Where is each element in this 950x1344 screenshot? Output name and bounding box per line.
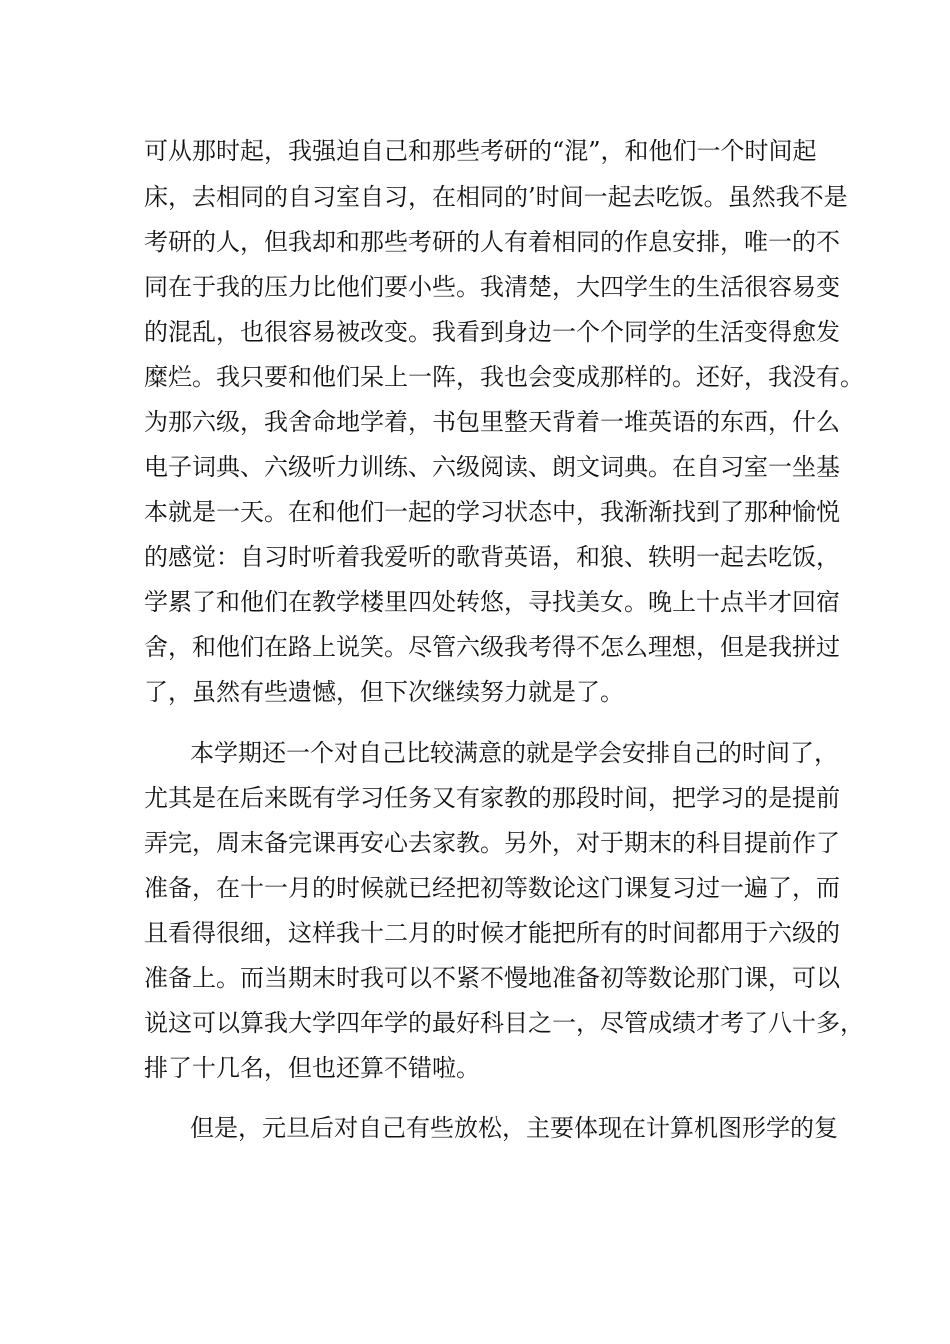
text-line: 糜烂。我只要和他们呆上一阵，我也会变成那样的。还好，我没有。 xyxy=(144,363,864,391)
text-line: 可从那时起，我强迫自己和那些考研的“混”，和他们一个时间起 xyxy=(144,137,817,165)
text-line: 学累了和他们在教学楼里四处转悠，寻找美女。晚上十点半才回宿 xyxy=(144,588,840,616)
text-line: 本就是一天。在和他们一起的学习状态中，我渐渐找到了那种愉悦 xyxy=(144,498,840,526)
text-line: 弄完，周末备完课再安心去家教。另外，对于期末的科目提前作了 xyxy=(144,829,840,857)
text-line: 床，去相同的自习室自习，在相同的’时间一起去吃饭。虽然我不是 xyxy=(144,183,848,211)
text-line: 为那六级，我舍命地学着，书包里整天背着一堆英语的东西，什么 xyxy=(144,408,840,436)
text-line: 准备，在十一月的时候就已经把初等数论这门课复习过一遍了，而 xyxy=(144,874,840,902)
text-line: 舍，和他们在路上说笑。尽管六级我考得不怎么理想，但是我拼过 xyxy=(144,633,840,661)
text-line: 了，虽然有些遗憾，但下次继续努力就是了。 xyxy=(144,678,624,706)
text-line: 的感觉：自习时听着我爱听的歌背英语，和狼、轶明一起去吃饭， xyxy=(144,543,840,571)
text-line: 且看得很细，这样我十二月的时候才能把所有的时间都用于六级的 xyxy=(144,919,840,947)
paragraph-first-line: 但是，元旦后对自己有些放松，主要体现在计算机图形学的复 xyxy=(190,1114,838,1142)
text-line: 准备上。而当期末时我可以不紧不慢地准备初等数论那门课，可以 xyxy=(144,964,840,992)
paragraph-first-line: 本学期还一个对自己比较满意的就是学会安排自己的时间了， xyxy=(190,739,838,767)
text-line: 的混乱，也很容易被改变。我看到身边一个个同学的生活变得愈发 xyxy=(144,318,840,346)
text-line: 同在于我的压力比他们要小些。我清楚，大四学生的生活很容易变 xyxy=(144,273,840,301)
text-line: 说这可以算我大学四年学的最好科目之一，尽管成绩才考了八十多， xyxy=(144,1009,864,1037)
text-line: 排了十几名，但也还算不错啦。 xyxy=(144,1054,480,1082)
text-line: 电子词典、六级听力训练、六级阅读、朗文词典。在自习室一坐基 xyxy=(144,453,840,481)
text-line: 考研的人，但我却和那些考研的人有着相同的作息安排，唯一的不 xyxy=(144,228,840,256)
text-line: 尤其是在后来既有学习任务又有家教的那段时间，把学习的是提前 xyxy=(144,784,840,812)
